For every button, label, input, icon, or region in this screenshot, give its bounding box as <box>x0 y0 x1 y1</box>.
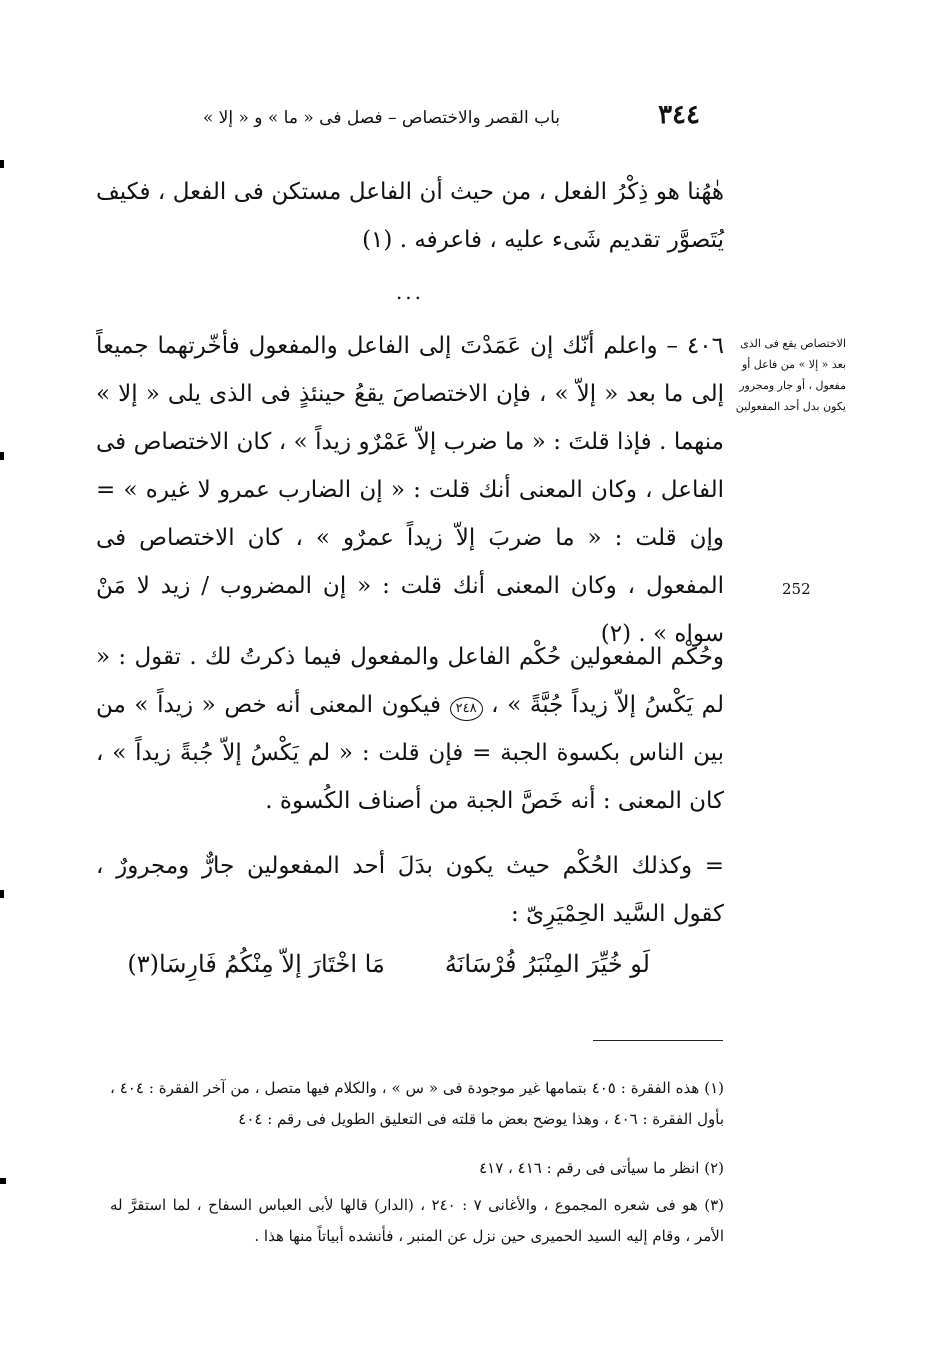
scan-edge-mark <box>0 890 4 898</box>
paragraph-two-objects-part1: وحُكْم المفعولين حُكْم الفاعل والمفعول فيما ذكرتُ لك . تقول : « لم يَكْسُ إلاّ زيداً جُبَّةً » ، <box>96 644 724 718</box>
margin-summary: الاختصاص يقع فى الذى بعد « إلا » من فاعل أو مفعول ، أو جار ومجرور يكون بدل أحد المفعولين <box>735 337 846 413</box>
paragraph-two-objects-part2: فيكون المعنى أنه خص « زيداً » من بين الناس بكسوة الجبة = فإن قلت : « لم يَكْسُ إلاّ جُبةً زيداً » ، كان المعنى : أنه خَصَّ الجبة من أصناف الكُسوة . <box>96 692 724 814</box>
scan-edge-mark <box>0 160 4 168</box>
footnote-2: (٢) انظر ما سيأتى فى رقم : ٤١٦ ، ٤١٧ <box>479 1159 724 1177</box>
running-title: باب القصر والاختصاص – فصل فى « ما » و « إلا » <box>202 108 560 128</box>
page-number: ٣٤٤ <box>658 100 700 130</box>
paragraph-two-objects <box>96 633 724 825</box>
margin-page-reference: 252 <box>782 580 811 598</box>
scan-edge-mark <box>0 1178 6 1184</box>
footnote-rule <box>593 1040 723 1041</box>
paragraph-406: ٤٠٦ – واعلم أنّك إن عَمَدْتَ إلى الفاعل والمفعول فأخّرتهما جميعاً إلى ما بعد « إلاّ » ، فإن الاختصاصَ يقعُ حينئذٍ فى الذى يلى « إلا » منهما . فإذا قلتَ : « ما ضرب إلاّ عَمْرٌو زيداً » ، كان الاختصاص فى الفاعل ، وكان المعنى أنك قلت : « إن الضارب عمرو لا غيره » = وإن قلت : « ما ضربَ إلاّ زيداً عمرٌو » ، كان الاختصاص فى المفعول ، وكان المعنى أنك قلت : « إن المضروب / زيد لا مَنْ سواه » . (٢) <box>96 333 724 647</box>
scan-edge-mark <box>0 452 4 460</box>
page-header <box>202 100 700 136</box>
paragraph-intro: هٰهُنا هو ذِكْرُ الفعل ، من حيث أن الفاعل مستكن فى الفعل ، فكيف يُتَصوَّر تقديم شَىء عليه ، فاعرفه . (١) <box>96 179 724 253</box>
verse-first-hemistich: لَو خُيِّرَ المِنْبَرُ فُرْسَانَهُ <box>444 950 650 978</box>
paragraph-jar-majrur: = وكذلك الحُكْم حيث يكون بدَلَ أحد المفعولين جارٌّ ومجرورٌ ، كقول السَّيد الحِمْيَرِىّ : <box>96 853 724 927</box>
footnote-1: (١) هذه الفقرة : ٤٠٥ بتمامها غير موجودة فى « س » ، والكلام فيها متصل ، من آخر الفقرة : ٤٠٤ ، بأول الفقرة : ٤٠٦ ، وهذا يوضح بعض ما قلته فى التعليق الطويل فى رقم : ٤٠٤ <box>110 1079 725 1128</box>
footnote-3: (٣) هو فى شعره المجموع ، والأغانى ٧ : ٢٤٠ ، (الدار) قالها لأبى العباس السفاح ، لما استقرَّ له الأمر ، وقام إليه السيد الحميرى حين نزل عن المنبر ، فأنشده أبياتاً منها هذا . <box>110 1196 724 1245</box>
poem-verse <box>127 950 650 978</box>
original-page-marker: ٢٤٨ <box>450 697 483 721</box>
section-separator: ... <box>395 280 425 304</box>
verse-second-hemistich: مَا اخْتَارَ إلاّ مِنْكُمُ فَارِسَا(٣) <box>127 950 385 978</box>
